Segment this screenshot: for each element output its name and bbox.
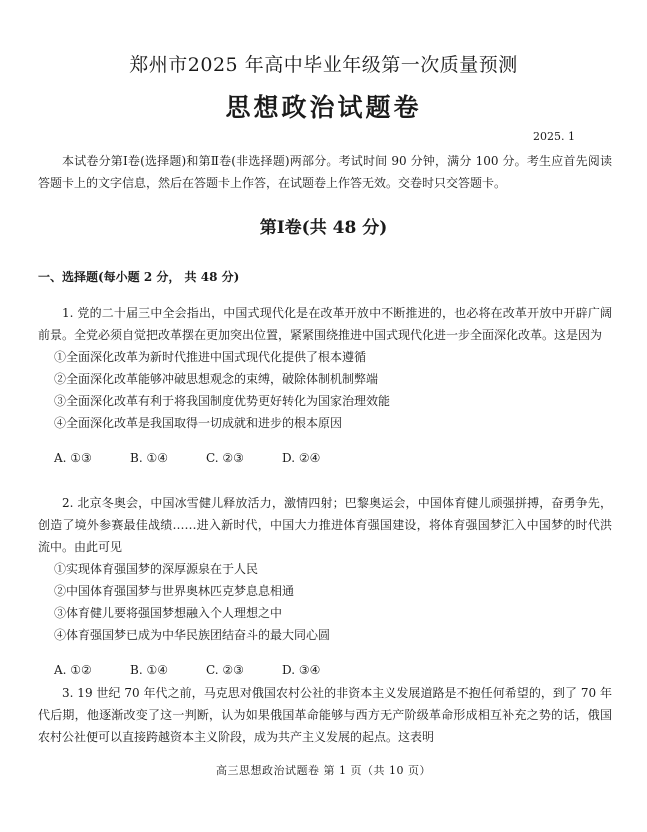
answer-choice-a: A. ①② [54, 663, 92, 677]
answer-choice-b: B. ①④ [130, 663, 168, 677]
answer-choice-d: D. ③④ [282, 663, 321, 677]
part-title: 第Ⅰ卷(共 48 分) [259, 218, 388, 238]
answer-choice-a: A. ①③ [54, 451, 92, 465]
exam-instructions: 本试卷分第Ⅰ卷(选择题)和第Ⅱ卷(非选择题)两部分。考试时间 90 分钟，满分 100 分。考生应首先阅读答题卡上的文字信息，然后在答题卡上作答，在试题卷上作答无效。交卷时只交答题卡。 [38, 154, 612, 190]
page-footer: 高三思想政治试题卷 第 1 页（共 10 页） [216, 764, 431, 777]
answer-choices [38, 659, 612, 681]
statement-list [38, 346, 612, 434]
answer-choice-b: B. ①④ [130, 451, 168, 465]
statement-list [38, 558, 612, 646]
question-stem: 2. 北京冬奥会，中国冰雪健儿释放活力，激情四射；巴黎奥运会，中国体育健儿顽强拼搏，奋勇争先，创造了境外参赛最佳战绩……进入新时代，中国大力推进体育强国建设，将体育强国梦汇入中国梦的时代洪流中。由此可见 [38, 496, 612, 554]
exam-title: 郑州市2025 年高中毕业年级第一次质量预测 [129, 54, 518, 76]
statement: ④全面深化改革是我国取得一切成就和进步的根本原因 [54, 416, 343, 430]
answer-choices [38, 447, 612, 469]
section-heading: 一、选择题(每小题 2 分， 共 48 分) [38, 270, 240, 284]
answer-choice-c: C. ②③ [206, 663, 244, 677]
statement: ④体育强国梦已成为中华民族团结奋斗的最大同心圆 [54, 628, 331, 642]
exam-date: 2025. 1 [533, 130, 575, 143]
question-stem: 3. 19 世纪 70 年代之前，马克思对俄国农村公社的非资本主义发展道路是不抱任何希望的，到了 70 年代后期，他逐渐改变了这一判断，认为如果俄国革命能够与西方无产阶级革命形成相互补充之势的话，俄国农村公社便可以直接跨越资本主义阶段，成为共产主义发展的起点。这表明 [38, 686, 612, 744]
statement: ③体育健儿要将强国梦想融入个人理想之中 [54, 606, 283, 620]
statement: ①实现体育强国梦的深厚源泉在于人民 [54, 562, 259, 576]
statement: ②全面深化改革能够冲破思想观念的束缚，破除体制机制弊端 [54, 372, 379, 386]
statement: ③全面深化改革有利于将我国制度优势更好转化为国家治理效能 [54, 394, 391, 408]
statement: ②中国体育强国梦与世界奥林匹克梦息息相通 [54, 584, 295, 598]
question-stem: 1. 党的二十届三中全会指出，中国式现代化是在改革开放中不断推进的，也必将在改革开放中开辟广阔前景。全党必须自觉把改革摆在更加突出位置，紧紧围绕推进中国式现代化进一步全面深化改革。这是因为 [38, 306, 612, 342]
statement: ①全面深化改革为新时代推进中国式现代化提供了根本遵循 [54, 350, 367, 364]
question-2 [38, 492, 612, 681]
answer-choice-d: D. ②④ [282, 451, 321, 465]
question-3 [38, 682, 612, 748]
question-1 [38, 302, 612, 469]
answer-choice-c: C. ②③ [206, 451, 244, 465]
subject-title: 思想政治试题卷 [225, 93, 422, 122]
